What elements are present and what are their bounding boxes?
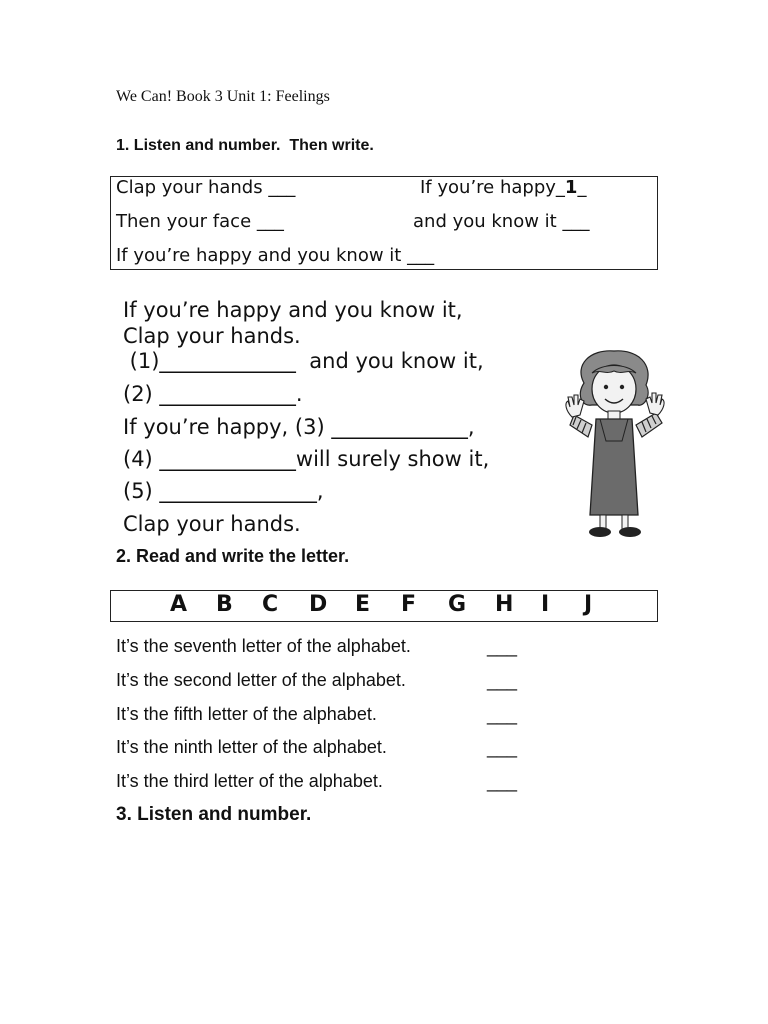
letter-i: I <box>541 592 550 617</box>
letter-c: C <box>262 592 279 617</box>
box-line-if-happy <box>420 177 586 198</box>
answer-blank-4[interactable]: ___ <box>487 738 518 758</box>
left-shoe <box>589 527 611 537</box>
question-2: It’s the second letter of the alphabet. <box>116 670 406 690</box>
letter-h: H <box>495 592 514 617</box>
right-eye <box>620 385 624 389</box>
answer-blank-3[interactable]: ___ <box>487 705 518 725</box>
letter-e: E <box>355 592 371 617</box>
face-shape <box>592 365 636 413</box>
question-5: It’s the third letter of the alphabet. <box>116 771 383 791</box>
song-line-4: (2) _____________. <box>123 382 303 406</box>
box-line-happy-know: If you’re happy and you know it ___ <box>116 245 435 266</box>
song-line-3: (1)_____________ and you know it, <box>123 349 484 373</box>
answer-blank-5[interactable]: ___ <box>487 772 518 792</box>
alphabet-box <box>110 590 658 622</box>
worksheet-title: We Can! Book 3 Unit 1: Feelings <box>116 88 330 105</box>
neck-shape <box>608 411 620 419</box>
box-line-if-happy-text: If you’re happy_ <box>420 177 565 198</box>
question-1: It’s the seventh letter of the alphabet. <box>116 636 411 656</box>
example-underscore: _ <box>577 177 587 198</box>
letter-g: G <box>448 592 467 617</box>
answer-blank-2[interactable]: ___ <box>487 671 518 691</box>
section-3-heading: 3. Listen and number. <box>116 804 312 825</box>
letter-d: D <box>309 592 328 617</box>
box-line-you-know: and you know it ___ <box>413 211 590 232</box>
song-line-7: (5) _______________, <box>123 479 324 503</box>
question-3: It’s the fifth letter of the alphabet. <box>116 704 377 724</box>
letter-b: B <box>216 592 233 617</box>
question-4: It’s the ninth letter of the alphabet. <box>116 737 387 757</box>
right-leg <box>622 515 628 529</box>
letter-f: F <box>401 592 417 617</box>
song-line-2: Clap your hands. <box>123 324 301 348</box>
answer-blank-1[interactable]: ___ <box>487 637 518 657</box>
song-line-5: If you’re happy, (3) _____________, <box>123 415 475 439</box>
letter-a: A <box>170 592 188 617</box>
song-line-6: (4) _____________will surely show it, <box>123 447 490 471</box>
girl-waving-illustration <box>562 345 670 540</box>
section-1-heading: 1. Listen and number. Then write. <box>116 137 374 154</box>
song-line-1: If you’re happy and you know it, <box>123 298 463 322</box>
letter-j: J <box>584 592 593 617</box>
left-leg <box>600 515 606 529</box>
right-shoe <box>619 527 641 537</box>
song-line-8: Clap your hands. <box>123 512 301 536</box>
example-number: 1 <box>564 177 578 198</box>
box-line-then-face: Then your face ___ <box>116 211 284 232</box>
dress-shape <box>590 419 638 515</box>
left-eye <box>604 385 608 389</box>
section-2-heading: 2. Read and write the letter. <box>116 546 350 566</box>
box-line-clap-hands: Clap your hands ___ <box>116 177 296 198</box>
